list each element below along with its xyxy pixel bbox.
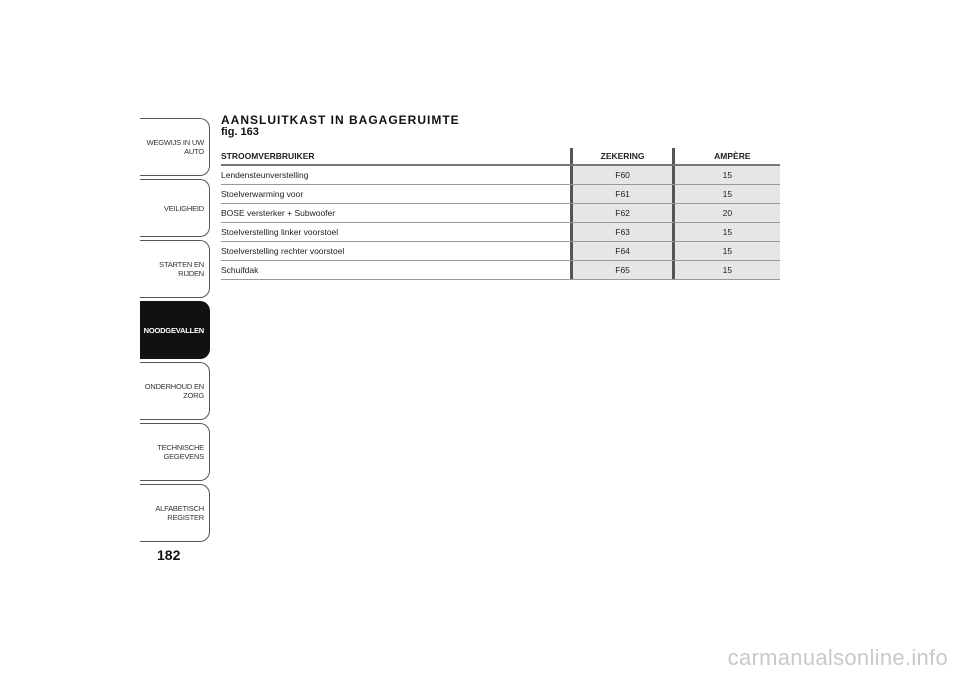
cell-consumer: Lendensteunverstelling bbox=[221, 165, 570, 185]
section-title: AANSLUITKAST IN BAGAGERUIMTE bbox=[221, 113, 460, 127]
table-row bbox=[221, 204, 780, 223]
table-row bbox=[221, 261, 780, 280]
cell-ampere: 15 bbox=[675, 242, 780, 261]
cell-fuse: F63 bbox=[573, 223, 671, 242]
cell-fuse: F62 bbox=[573, 204, 671, 223]
cell-ampere: 15 bbox=[675, 165, 780, 185]
table-row bbox=[221, 165, 780, 185]
tab-onderhoud-en-zorg[interactable]: ONDERHOUD EN ZORG bbox=[140, 362, 210, 420]
tab-starten-en-rijden[interactable]: STARTEN EN RIJDEN bbox=[140, 240, 210, 298]
watermark-text: carmanualsonline.info bbox=[727, 645, 948, 670]
cell-ampere: 15 bbox=[675, 261, 780, 280]
cell-ampere: 20 bbox=[675, 204, 780, 223]
cell-consumer: Schuifdak bbox=[221, 261, 570, 280]
table-header-row bbox=[221, 148, 780, 165]
header-fuse: ZEKERING bbox=[573, 148, 671, 165]
table-row bbox=[221, 223, 780, 242]
cell-ampere: 15 bbox=[675, 185, 780, 204]
cell-consumer: Stoelverstelling linker voorstoel bbox=[221, 223, 570, 242]
page-number: 182 bbox=[157, 547, 181, 563]
cell-fuse: F60 bbox=[573, 165, 671, 185]
table-row bbox=[221, 185, 780, 204]
cell-fuse: F61 bbox=[573, 185, 671, 204]
tab-alfabetisch-register[interactable]: ALFABETISCH REGISTER bbox=[140, 484, 210, 542]
table-row bbox=[221, 242, 780, 261]
cell-consumer: Stoelverwarming voor bbox=[221, 185, 570, 204]
cell-fuse: F65 bbox=[573, 261, 671, 280]
tab-wegwijs-in-uw-auto[interactable]: WEGWIJS IN UW AUTO bbox=[140, 118, 210, 176]
header-consumer: STROOMVERBRUIKER bbox=[221, 148, 570, 165]
tab-noodgevallen[interactable]: NOODGEVALLEN bbox=[140, 301, 210, 359]
cell-consumer: Stoelverstelling rechter voorstoel bbox=[221, 242, 570, 261]
cell-consumer: BOSE versterker + Subwoofer bbox=[221, 204, 570, 223]
fuse-table bbox=[221, 148, 780, 280]
figure-reference: fig. 163 bbox=[221, 126, 259, 138]
cell-ampere: 15 bbox=[675, 223, 780, 242]
tab-technische-gegevens[interactable]: TECHNISCHE GEGEVENS bbox=[140, 423, 210, 481]
tab-veiligheid[interactable]: VEILIGHEID bbox=[140, 179, 210, 237]
header-ampere: AMPÈRE bbox=[675, 148, 780, 165]
cell-fuse: F64 bbox=[573, 242, 671, 261]
